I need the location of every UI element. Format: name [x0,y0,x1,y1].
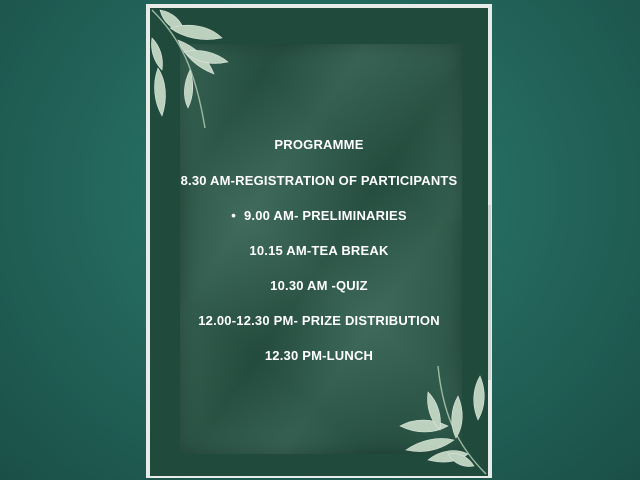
programme-poster [146,4,492,478]
programme-title: PROGRAMME [274,137,364,152]
schedule-item-prize-distribution: 12.00-12.30 PM- PRIZE DISTRIBUTION [198,313,440,328]
schedule-item-quiz: 10.30 AM -QUIZ [270,278,368,293]
programme-schedule [150,138,488,384]
schedule-item-preliminaries: • 9.00 AM- PRELIMINARIES [150,209,488,223]
poster-edge-highlight [488,205,491,380]
schedule-item-registration: 8.30 AM-REGISTRATION OF PARTICIPANTS [180,173,458,188]
schedule-item-lunch: 12.30 PM-LUNCH [264,348,374,363]
bullet-marker [231,208,244,223]
poster-background [150,8,488,476]
schedule-item-tea-break: 10.15 AM-TEA BREAK [249,243,389,258]
leaf-branch-icon [150,8,240,133]
